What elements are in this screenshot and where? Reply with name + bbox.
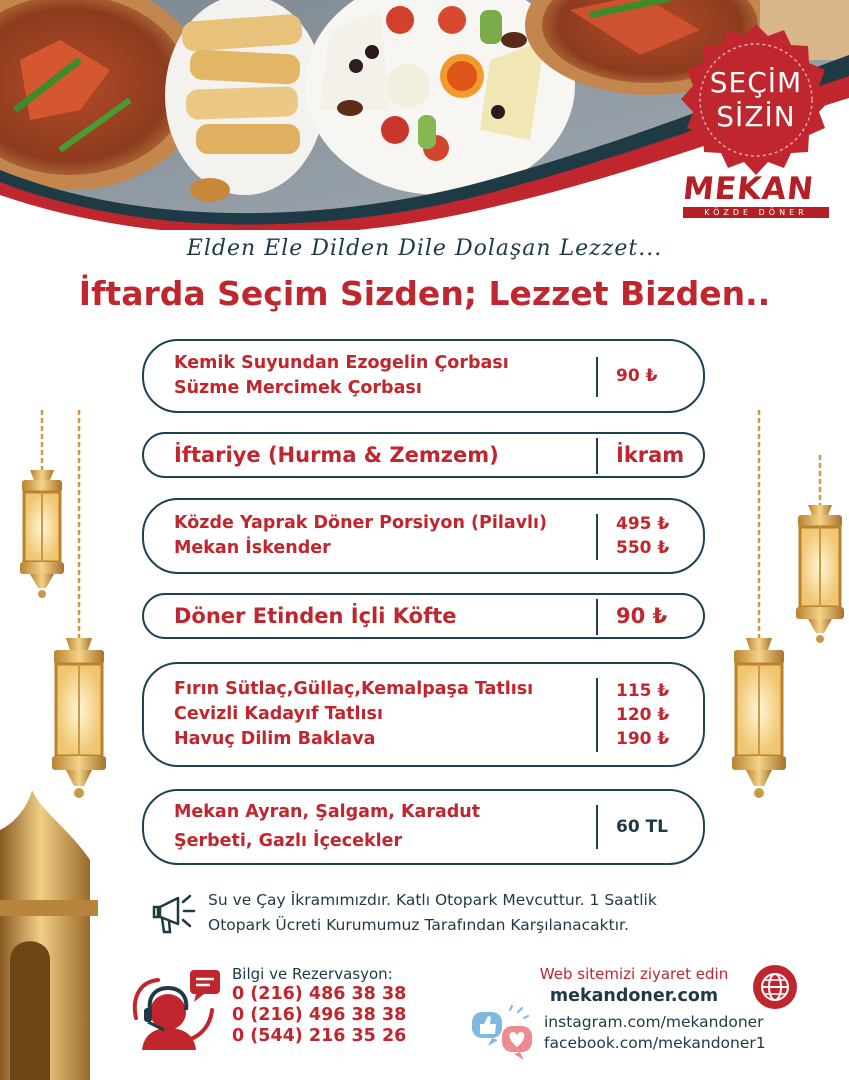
menu-box-iftariye <box>142 432 705 478</box>
menu-box-doner <box>142 498 705 574</box>
menu-box-soups <box>142 339 705 413</box>
price-divider <box>596 357 598 397</box>
like-heart-icon <box>470 1004 540 1064</box>
social-links <box>544 1012 766 1054</box>
slogan: Elden Ele Dilden Dile Dolaşan Lezzet... <box>186 236 663 261</box>
notice-line-1: Su ve Çay İkramımızdır. Katlı Otopark Mevcuttur. 1 Saatlik <box>208 891 657 909</box>
price-divider <box>596 599 598 635</box>
price: 90 ₺ <box>616 604 668 628</box>
menu-item: Mekan İskender <box>174 538 331 558</box>
menu-box-icli-kofte <box>142 593 705 639</box>
globe-icon <box>752 964 798 1010</box>
menu-item: Havuç Dilim Baklava <box>174 729 376 749</box>
notice-line-2: Otopark Ücreti Kurumumuz Tarafından Karşılanacaktır. <box>208 916 629 934</box>
logo-subtitle: KÖZDE DÖNER <box>683 207 829 218</box>
website-label: Web sitemizi ziyaret edin <box>539 965 729 983</box>
price: 60 TL <box>616 817 669 837</box>
price: 495 ₺ <box>616 514 670 534</box>
notice-text <box>208 888 768 938</box>
mekan-logo <box>683 172 829 218</box>
lantern-icon <box>790 455 848 645</box>
website-block <box>520 964 748 1008</box>
megaphone-icon <box>150 888 202 938</box>
lantern-icon <box>726 410 792 800</box>
mosque-dome-decoration <box>0 790 120 1080</box>
menu-box-desserts <box>142 662 705 767</box>
badge-line-2: SİZİN <box>716 100 796 133</box>
menu-item: Döner Etinden İçli Köfte <box>174 603 457 628</box>
support-agent-icon <box>128 970 224 1050</box>
price: 190 ₺ <box>616 728 670 749</box>
menu-item: Süzme Mercimek Çorbası <box>174 378 422 398</box>
headline: İftarda Seçim Sizden; Lezzet Bizden.. <box>78 274 771 313</box>
instagram-link[interactable]: instagram.com/mekandoner <box>544 1013 764 1031</box>
price: 115 ₺ <box>616 680 670 701</box>
menu-item: Kemik Suyundan Ezogelin Çorbası <box>174 353 509 373</box>
menu-item: Fırın Sütlaç,Güllaç,Kemalpaşa Tatlısı <box>174 679 534 699</box>
menu-item: Cevizli Kadayıf Tatlısı <box>174 704 383 724</box>
price-divider <box>596 514 598 560</box>
reservation-block <box>232 964 406 1047</box>
menu-item: Mekan Ayran, Şalgam, Karadut <box>174 802 481 822</box>
menu-item: Şerbeti, Gazlı İçecekler <box>174 831 403 851</box>
price-divider <box>596 678 598 752</box>
reservation-title: Bilgi ve Rezervasyon: <box>232 965 393 983</box>
website-link[interactable]: mekandoner.com <box>549 986 719 1006</box>
badge-line-1: SEÇİM <box>709 66 803 99</box>
price-divider <box>596 438 598 474</box>
logo-name: MEKAN <box>681 171 816 207</box>
facebook-link[interactable]: facebook.com/mekandoner1 <box>544 1034 766 1052</box>
phone-number[interactable]: 0 (216) 496 38 38 <box>232 1005 407 1025</box>
phone-number[interactable]: 0 (216) 486 38 38 <box>232 984 407 1004</box>
price: İkram <box>616 443 685 467</box>
menu-item: Közde Yaprak Döner Porsiyon (Pilavlı) <box>174 513 548 533</box>
menu-item: İftariye (Hurma & Zemzem) <box>174 442 499 467</box>
secim-sizin-badge <box>676 20 836 180</box>
phone-number[interactable]: 0 (544) 216 35 26 <box>232 1026 407 1046</box>
price: 550 ₺ <box>616 538 670 558</box>
price: 120 ₺ <box>616 704 670 725</box>
lantern-icon <box>46 410 112 800</box>
price: 90 ₺ <box>616 366 658 386</box>
menu-box-drinks <box>142 789 705 865</box>
price-divider <box>596 805 598 849</box>
